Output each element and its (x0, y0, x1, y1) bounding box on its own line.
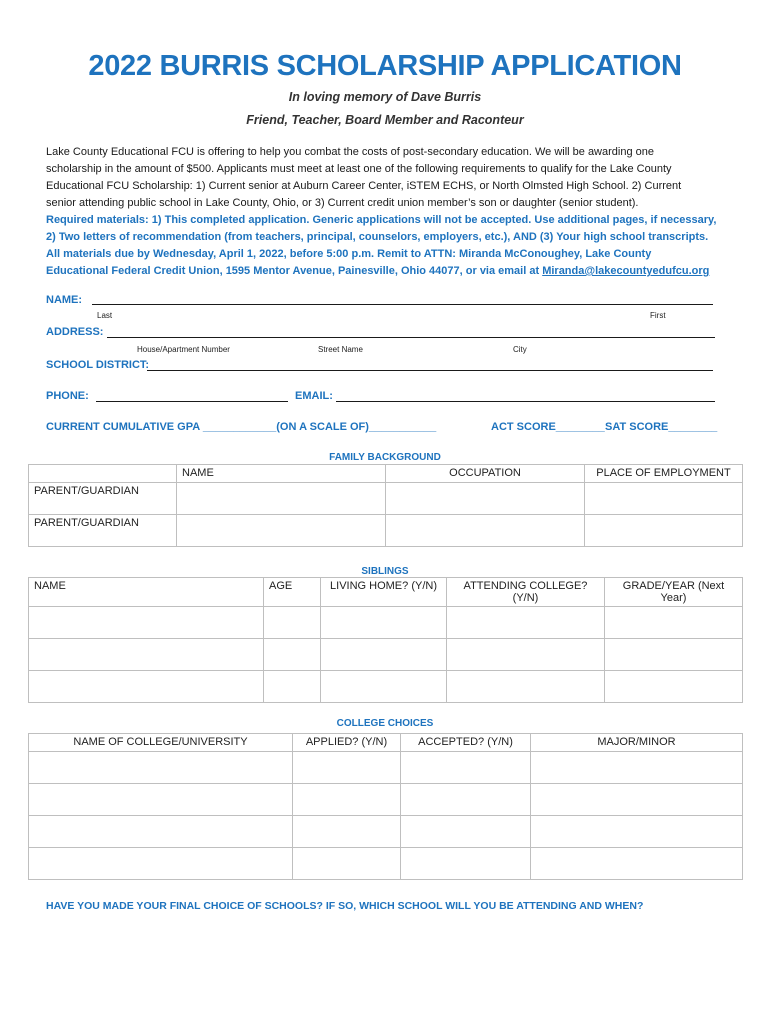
intro-paragraph (46, 144, 726, 212)
table-row (29, 483, 743, 515)
table-cell[interactable] (264, 671, 321, 703)
address-street-caption: Street Name (318, 345, 363, 354)
table-row (29, 607, 743, 639)
address-label: ADDRESS: (46, 326, 104, 338)
table-header-row (29, 734, 743, 752)
siblings-heading: SIBLINGS (361, 566, 409, 577)
contact-email-link[interactable]: Miranda@lakecountyedufcu.org (542, 265, 710, 277)
table-cell[interactable] (293, 848, 401, 880)
table-cell[interactable] (585, 483, 743, 515)
table-cell[interactable] (447, 639, 605, 671)
page-title: 2022 BURRIS SCHOLARSHIP APPLICATION (88, 50, 682, 82)
table-cell[interactable] (264, 639, 321, 671)
intro-line: Educational FCU Scholarship: 1) Current senior at Auburn Career Center, iSTEM ECHS, or North Olmsted High School. 2) Current (46, 180, 682, 192)
table-header-cell: ATTENDING COLLEGE? (Y/N) (447, 578, 605, 607)
table-row (29, 752, 743, 784)
table-header-cell: OCCUPATION (386, 465, 585, 483)
subtitle-memorial: In loving memory of Dave Burris (288, 90, 482, 104)
table-cell[interactable] (386, 515, 585, 547)
table-cell[interactable] (321, 671, 447, 703)
row-label: PARENT/GUARDIAN (29, 483, 177, 515)
table-cell[interactable] (177, 483, 386, 515)
siblings-table (28, 577, 743, 703)
college-choices-table (28, 733, 743, 880)
school-district-field[interactable] (147, 370, 713, 371)
table-cell[interactable] (264, 607, 321, 639)
name-field[interactable] (92, 304, 713, 305)
subtitle-tribute: Friend, Teacher, Board Member and Raconteur (246, 113, 524, 127)
table-header-cell: GRADE/YEAR (Next Year) (605, 578, 743, 607)
table-row (29, 671, 743, 703)
table-row (29, 848, 743, 880)
table-header-cell: MAJOR/MINOR (531, 734, 743, 752)
table-header-row (29, 578, 743, 607)
address-house-caption: House/Apartment Number (137, 345, 230, 354)
intro-line: senior attending public school in Lake County, Ohio, or 3) Current credit union member’s son or daughter (senior student). (46, 197, 639, 209)
table-cell[interactable] (531, 848, 743, 880)
table-header-cell: PLACE OF EMPLOYMENT (585, 465, 743, 483)
intro-line: scholarship in the amount of $500. Applicants must meet at least one of the following requirements to qualify for the Lake County (46, 163, 672, 175)
table-header-cell: APPLIED? (Y/N) (293, 734, 401, 752)
table-cell[interactable] (29, 848, 293, 880)
name-first-caption: First (650, 311, 666, 320)
table-cell[interactable] (29, 607, 264, 639)
final-choice-question: HAVE YOU MADE YOUR FINAL CHOICE OF SCHOOLS? IF SO, WHICH SCHOOL WILL YOU BE ATTENDING AND WHEN? (46, 900, 644, 912)
phone-label: PHONE: (46, 390, 89, 402)
table-header-cell: NAME OF COLLEGE/UNIVERSITY (29, 734, 293, 752)
table-cell[interactable] (401, 848, 531, 880)
row-label: PARENT/GUARDIAN (29, 515, 177, 547)
table-header-cell: NAME (29, 578, 264, 607)
table-cell[interactable] (29, 816, 293, 848)
table-cell[interactable] (29, 639, 264, 671)
sat-score-field[interactable]: SAT SCORE________ (605, 421, 718, 433)
name-last-caption: Last (97, 311, 113, 320)
requirements-line: Required materials: 1) This completed application. Generic applications will not be accepted. Use additional pages, if necessary, (46, 214, 717, 226)
table-header-row (29, 465, 743, 483)
table-cell[interactable] (447, 671, 605, 703)
requirements-line: 2) Two letters of recommendation (from teachers, principal, counselors, employers, etc.), AND (3) Your high school transcripts. (46, 231, 709, 243)
table-cell[interactable] (321, 607, 447, 639)
table-cell[interactable] (293, 752, 401, 784)
table-cell[interactable] (531, 752, 743, 784)
table-header-cell: NAME (177, 465, 386, 483)
gpa-field[interactable]: CURRENT CUMULATIVE GPA ____________(ON A SCALE OF)___________ (46, 421, 437, 433)
family-background-heading: FAMILY BACKGROUND (329, 452, 441, 463)
table-row (29, 784, 743, 816)
family-background-table (28, 464, 743, 547)
table-cell[interactable] (605, 607, 743, 639)
final-choice-answer-area[interactable] (46, 920, 726, 1010)
table-cell[interactable] (29, 752, 293, 784)
table-cell[interactable] (401, 784, 531, 816)
table-cell[interactable] (293, 816, 401, 848)
table-row (29, 816, 743, 848)
table-cell[interactable] (386, 483, 585, 515)
table-cell[interactable] (531, 816, 743, 848)
requirements-line: All materials due by Wednesday, April 1, 2022, before 5:00 p.m. Remit to ATTN: Miranda McConoughey, Lake County (46, 248, 652, 260)
table-cell[interactable] (321, 639, 447, 671)
table-cell[interactable] (293, 784, 401, 816)
act-score-field[interactable]: ACT SCORE________ (491, 421, 605, 433)
table-cell[interactable] (401, 752, 531, 784)
table-cell[interactable] (401, 816, 531, 848)
requirements-address: Educational Federal Credit Union, 1595 Mentor Avenue, Painesville, Ohio 44077, or via email at (46, 265, 543, 277)
table-cell[interactable] (605, 671, 743, 703)
table-cell[interactable] (531, 784, 743, 816)
table-cell[interactable] (177, 515, 386, 547)
email-field[interactable] (336, 401, 715, 402)
name-label: NAME: (46, 294, 83, 306)
table-cell[interactable] (447, 607, 605, 639)
school-district-label: SCHOOL DISTRICT: (46, 359, 150, 371)
table-header-cell: ACCEPTED? (Y/N) (401, 734, 531, 752)
table-header-cell: LIVING HOME? (Y/N) (321, 578, 447, 607)
table-row (29, 639, 743, 671)
intro-line: Lake County Educational FCU is offering to help you combat the costs of post-secondary education. We will be awarding one (46, 146, 654, 158)
table-cell[interactable] (29, 671, 264, 703)
table-header-cell (29, 465, 177, 483)
email-label: EMAIL: (295, 390, 333, 402)
requirements-paragraph (46, 212, 726, 280)
table-cell[interactable] (585, 515, 743, 547)
address-city-caption: City (513, 345, 527, 354)
table-row (29, 515, 743, 547)
phone-field[interactable] (96, 401, 288, 402)
requirements-line (46, 263, 726, 280)
table-cell[interactable] (29, 784, 293, 816)
address-field[interactable] (107, 337, 715, 338)
table-cell[interactable] (605, 639, 743, 671)
table-header-cell: AGE (264, 578, 321, 607)
college-choices-heading: COLLEGE CHOICES (336, 718, 434, 729)
